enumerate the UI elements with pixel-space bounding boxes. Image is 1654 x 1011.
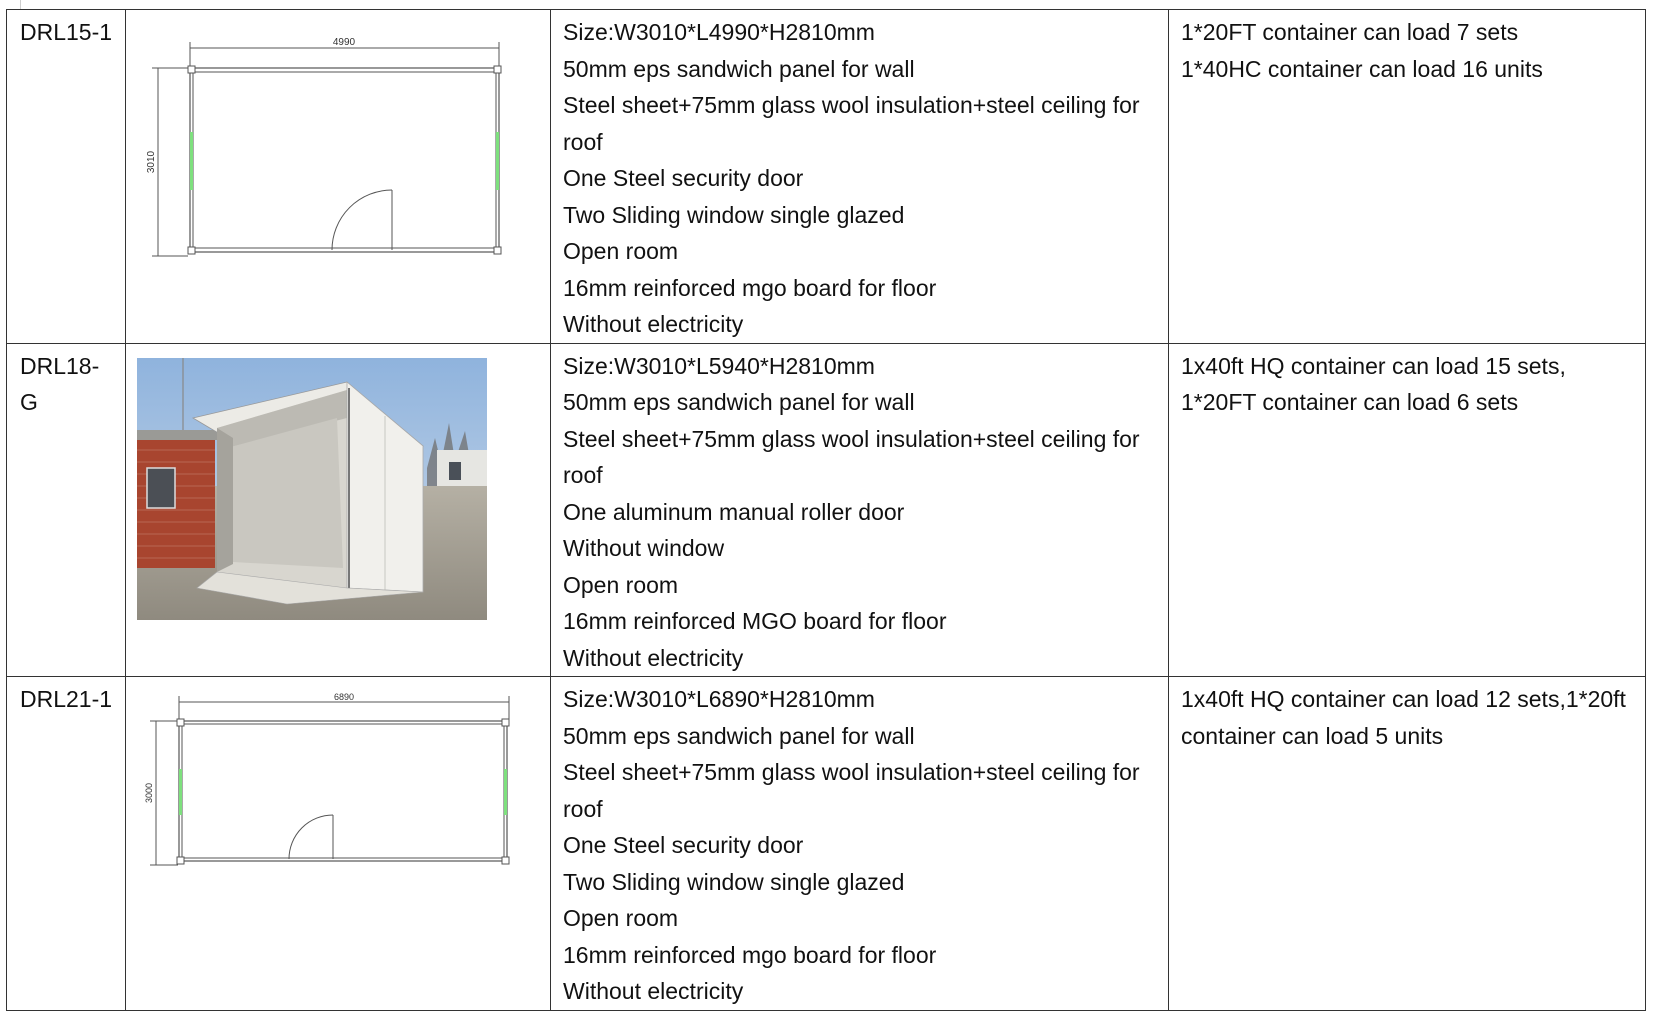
spec-cell (551, 677, 1169, 1011)
figure-cell (126, 677, 551, 1011)
spec-item: 16mm reinforced MGO board for floor (563, 608, 947, 634)
loading-item: 1x40ft HQ container can load 12 sets,1*20ft container can load 5 units (1181, 686, 1626, 749)
window-right (504, 769, 507, 815)
product-spec-table (6, 9, 1646, 1011)
spec-cell (551, 343, 1169, 677)
loading-item: 1*40HC container can load 16 units (1181, 55, 1543, 82)
loading-cell (1169, 10, 1646, 344)
spec-item: Without electricity (563, 644, 744, 671)
window-left (179, 769, 182, 815)
table-row (7, 10, 1646, 344)
spec-item: Size:W3010*L5940*H2810mm (563, 352, 875, 379)
spec-list (551, 677, 1168, 1010)
model-name: DRL15-1 (20, 19, 113, 45)
loading-item: 1x40ft HQ container can load 15 sets, (1181, 352, 1566, 379)
loading-list (1169, 344, 1645, 421)
length-dimension: 6890 (333, 692, 355, 702)
window-left (190, 132, 193, 190)
loading-item: 1*20FT container can load 6 sets (1181, 389, 1519, 415)
spec-item: Without electricity (563, 311, 744, 337)
spec-item: 50mm eps sandwich panel for wall (563, 55, 915, 82)
table-row (7, 343, 1646, 677)
spec-item: Open room (563, 571, 679, 598)
spec-cell (551, 10, 1169, 344)
spec-item: 16mm reinforced mgo board for floor (563, 274, 937, 301)
door-swing (332, 190, 392, 250)
spec-item: One Steel security door (563, 832, 804, 858)
width-dimension: 3000 (144, 782, 154, 804)
product-photo (137, 358, 487, 620)
spec-item: One Steel security door (563, 165, 804, 191)
floor-plan-drawing (126, 10, 550, 339)
window-right (496, 132, 499, 190)
spec-item: Open room (563, 905, 679, 931)
spec-list (551, 10, 1168, 343)
table-row (7, 677, 1646, 1011)
loading-cell (1169, 343, 1646, 677)
spec-item: Without electricity (563, 978, 744, 1004)
spec-item: One aluminum manual roller door (563, 498, 905, 525)
spec-item: Steel sheet+75mm glass wool insulation+steel ceiling for roof (563, 92, 1140, 155)
spec-item: Size:W3010*L6890*H2810mm (563, 686, 875, 712)
model-name: DRL21-1 (20, 686, 113, 712)
model-cell (7, 10, 126, 344)
spec-item: Steel sheet+75mm glass wool insulation+steel ceiling for roof (563, 425, 1140, 488)
width-dimension: 3010 (146, 150, 157, 174)
spec-item: 16mm reinforced mgo board for floor (563, 941, 937, 968)
model-name: DRL18-G (20, 352, 100, 415)
floor-plan-drawing (126, 677, 550, 1007)
spec-item: Two Sliding window single glazed (563, 201, 905, 228)
spec-item: Steel sheet+75mm glass wool insulation+steel ceiling for roof (563, 759, 1140, 822)
spec-item: Two Sliding window single glazed (563, 868, 905, 895)
spec-item: Open room (563, 238, 679, 264)
figure-cell (126, 10, 551, 344)
loading-list (1169, 677, 1645, 754)
figure-cell (126, 343, 551, 677)
spec-item: 50mm eps sandwich panel for wall (563, 722, 915, 749)
loading-cell (1169, 677, 1646, 1011)
spec-list (551, 344, 1168, 677)
model-cell (7, 343, 126, 677)
door-swing (289, 815, 333, 859)
spec-item: 50mm eps sandwich panel for wall (563, 389, 915, 415)
spec-item: Without window (563, 535, 725, 561)
model-cell (7, 677, 126, 1011)
container-photo-illustration (137, 358, 487, 620)
loading-item: 1*20FT container can load 7 sets (1181, 19, 1519, 45)
spec-item: Size:W3010*L4990*H2810mm (563, 19, 875, 45)
loading-list (1169, 10, 1645, 87)
length-dimension: 4990 (332, 37, 356, 48)
